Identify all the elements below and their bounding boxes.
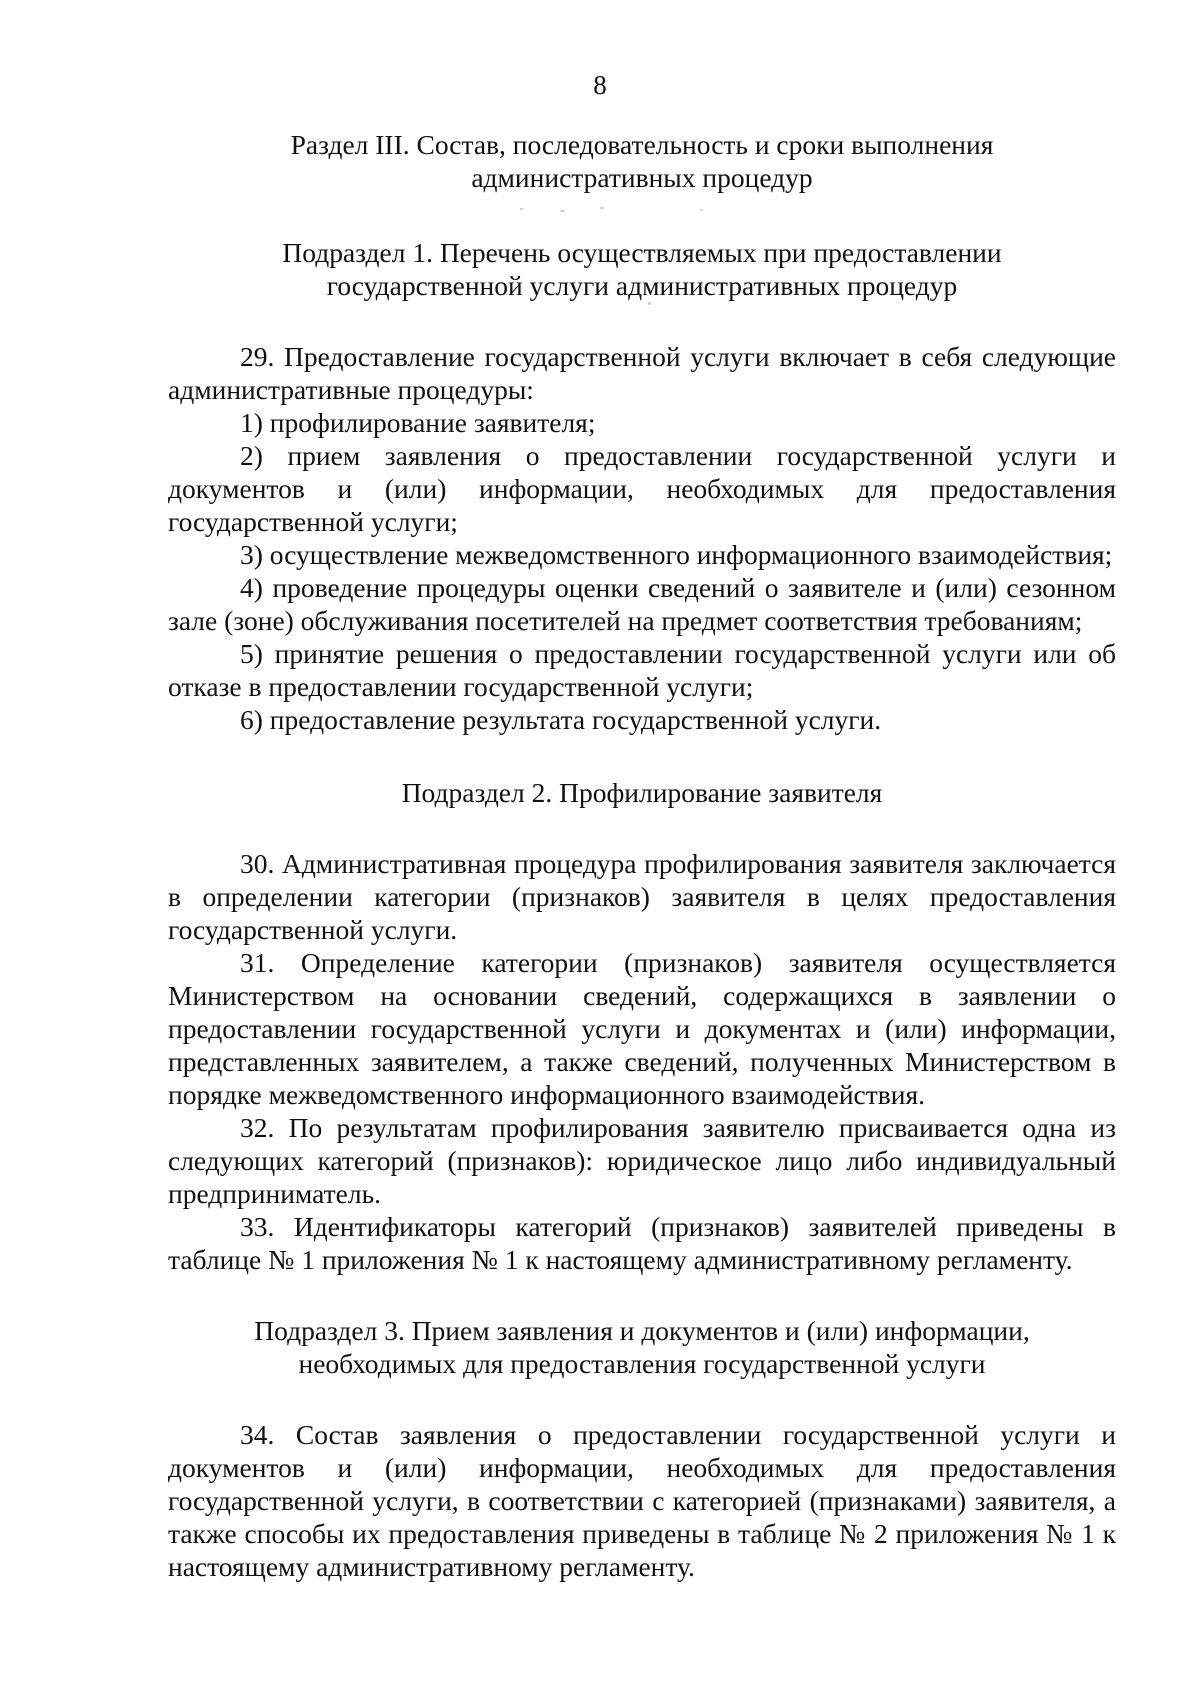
document-body	[168, 128, 1116, 1583]
paragraph-29: 29. Предоставление государственной услуги включает в себя следующие административные процедуры:	[168, 341, 1116, 405]
subsection-heading-line: Подраздел 1. Перечень осуществляемых при предоставлении	[282, 237, 1002, 268]
paragraph-30: 30. Административная процедура профилирования заявителя заключается в определении категории (признаков) заявителя в целях предоставления государственной услуги.	[168, 848, 1116, 945]
list-item: 2) прием заявления о предоставлении государственной услуги и документов и (или) информации, необходимых для предоставления государственной услуги;	[168, 440, 1116, 537]
paragraph-31: 31. Определение категории (признаков) заявителя осуществляется Министерством на основании сведений, содержащихся в заявлении о предоставлении государственной услуги и документах и (или) информации, представленных заявителем, а также сведений, полученных Министерством в порядке межведомственного информационного взаимодействия.	[168, 947, 1116, 1110]
list-item: 4) проведение процедуры оценки сведений о заявителе и (или) сезонном зале (зоне) обслуживания посетителей на предмет соответствия требованиям;	[168, 572, 1116, 636]
subsection-3-heading	[168, 1314, 1116, 1380]
list-item: 6) предоставление результата государственной услуги.	[240, 704, 882, 735]
subsection-1-heading	[168, 236, 1116, 302]
page-number: 8	[593, 70, 607, 100]
section-heading	[168, 128, 1116, 194]
paragraph-33: 33. Идентификаторы категорий (признаков) заявителей приведены в таблице № 1 приложения № 1 к настоящему административному регламенту.	[168, 1211, 1116, 1275]
subsection-heading-line: необходимых для предоставления государственной услуги	[298, 1348, 986, 1379]
subsection-2-heading: Подраздел 2. Профилирование заявителя	[401, 777, 883, 808]
list-item: 3) осуществление межведомственного информационного взаимодействия;	[240, 539, 1113, 570]
subsection-heading-line: Подраздел 3. Прием заявления и документов и (или) информации,	[254, 1315, 1030, 1346]
list-item: 5) принятие решения о предоставлении государственной услуги или об отказе в предоставлении государственной услуги;	[168, 638, 1116, 702]
subsection-heading-line: государственной услуги административных процедур	[326, 270, 958, 301]
paragraph-32: 32. По результатам профилирования заявителю присваивается одна из следующих категорий (признаков): юридическое лицо либо индивидуальный предприниматель.	[168, 1112, 1116, 1209]
paragraph-34: 34. Состав заявления о предоставлении государственной услуги и документов и (или) информации, необходимых для предоставления государственной услуги, в соответствии с категорией (признаками) заявителя, а также способы их предоставления приведены в таблице № 2 приложения № 1 к настоящему административному регламенту.	[168, 1419, 1116, 1582]
section-heading-line: административных процедур	[471, 162, 813, 193]
section-heading-line: Раздел III. Состав, последовательность и сроки выполнения	[290, 129, 994, 160]
list-item: 1) профилирование заявителя;	[240, 407, 596, 438]
